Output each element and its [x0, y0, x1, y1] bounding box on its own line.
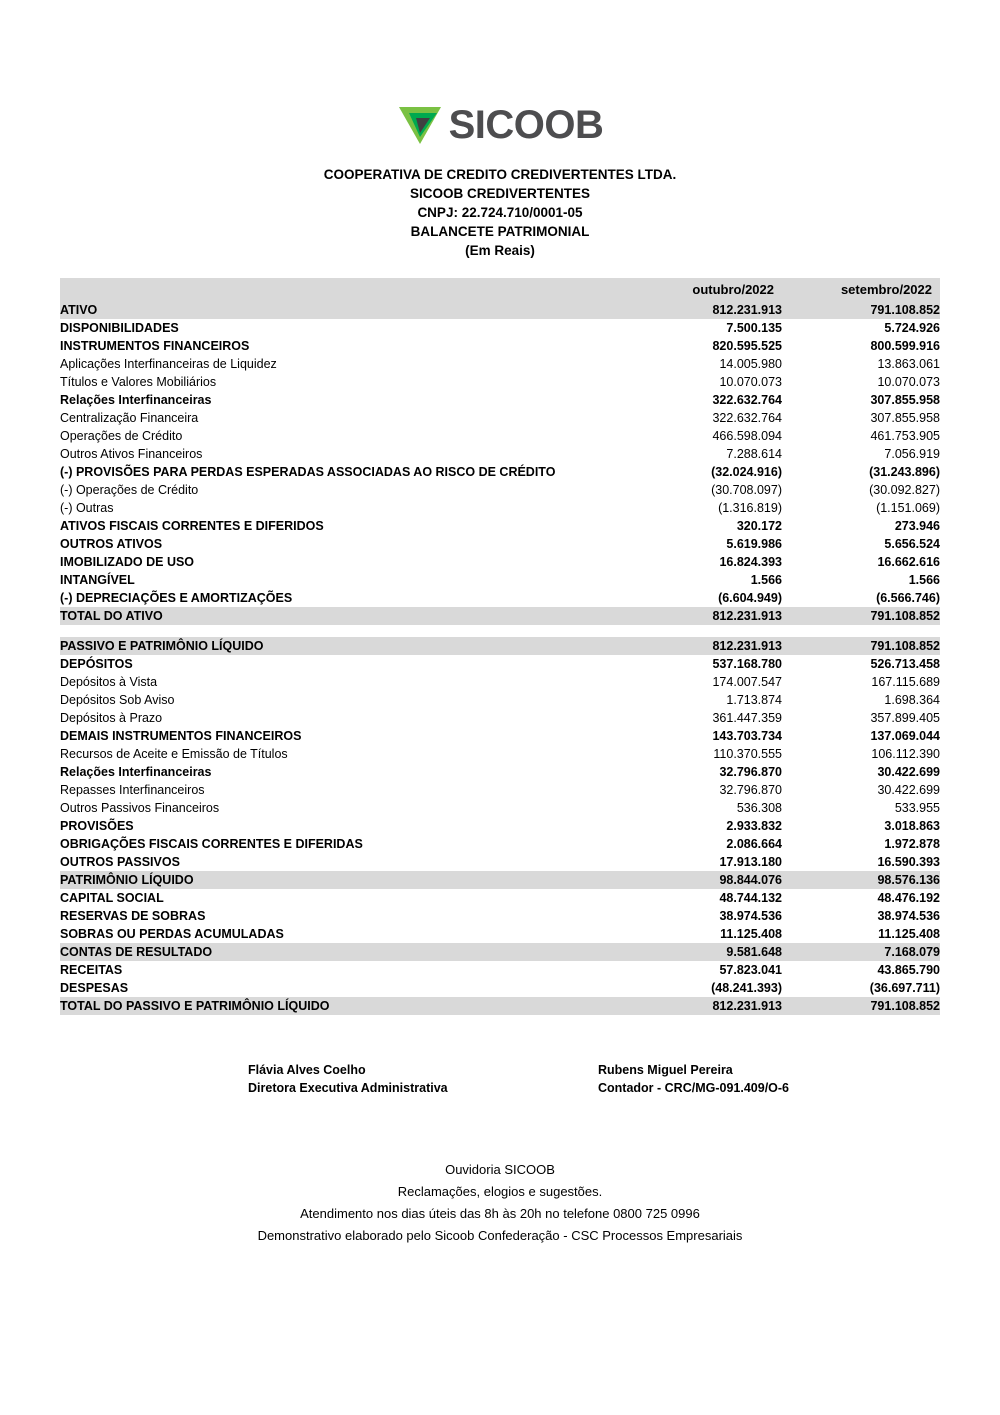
row-value-period2: 3.018.863	[884, 819, 940, 833]
row-label: TOTAL DO PASSIVO E PATRIMÔNIO LÍQUIDO	[60, 997, 624, 1015]
footer-hours: Atendimento nos dias úteis das 8h às 20h no telefone 0800 725 0996	[300, 1206, 700, 1221]
row-label: Depósitos à Vista	[60, 675, 158, 689]
document-footer	[0, 1159, 1000, 1247]
table-row	[60, 589, 940, 607]
row-value-period2: 98.576.136	[782, 871, 940, 889]
row-value-period1: 5.619.986	[726, 537, 782, 551]
row-label: Recursos de Aceite e Emissão de Títulos	[60, 747, 288, 761]
row-value-period1: 537.168.780	[712, 657, 782, 671]
table-row	[60, 907, 940, 925]
row-value-period2: 10.070.073	[877, 375, 940, 389]
table-row	[60, 427, 940, 445]
table-row	[60, 781, 940, 799]
row-value-period2: 16.590.393	[877, 855, 940, 869]
row-value-period1: (30.708.097)	[711, 483, 782, 497]
row-value-period1: 812.231.913	[624, 301, 782, 319]
row-label: OUTROS ATIVOS	[60, 537, 163, 551]
row-label: Títulos e Valores Mobiliários	[60, 375, 217, 389]
balance-sheet-table	[60, 278, 940, 1015]
row-value-period2: 5.724.926	[884, 321, 940, 335]
table-row	[60, 745, 940, 763]
logo-area	[0, 0, 1000, 155]
row-value-period2: 461.753.905	[870, 429, 940, 443]
table-spacer-row	[60, 625, 940, 637]
row-value-period2: 43.865.790	[877, 963, 940, 977]
row-label: DEPÓSITOS	[60, 657, 133, 671]
company-brand: SICOOB CREDIVERTENTES	[409, 186, 591, 201]
row-label: OBRIGAÇÕES FISCAIS CORRENTES E DIFERIDAS	[60, 837, 363, 851]
table-row	[60, 889, 940, 907]
row-label: (-) DEPRECIAÇÕES E AMORTIZAÇÕES	[60, 591, 293, 605]
row-value-period1: 466.598.094	[712, 429, 782, 443]
row-value-period1: 2.933.832	[726, 819, 782, 833]
row-value-period1: 1.566	[750, 573, 782, 587]
row-value-period1: 16.824.393	[719, 555, 782, 569]
table-row	[60, 553, 940, 571]
row-value-period2: 791.108.852	[782, 637, 940, 655]
row-label: SOBRAS OU PERDAS ACUMULADAS	[60, 927, 284, 941]
row-label: (-) Operações de Crédito	[60, 483, 199, 497]
row-value-period1: 57.823.041	[719, 963, 782, 977]
table-row	[60, 763, 940, 781]
table-row	[60, 517, 940, 535]
company-cnpj: CNPJ: 22.724.710/0001-05	[417, 205, 583, 220]
table-row	[60, 571, 940, 589]
row-value-period1: 10.070.073	[719, 375, 782, 389]
table-row	[60, 979, 940, 997]
table-row	[60, 961, 940, 979]
table-row	[60, 835, 940, 853]
row-label: INSTRUMENTOS FINANCEIROS	[60, 339, 250, 353]
row-value-period2: (36.697.711)	[869, 981, 940, 995]
row-value-period1: 2.086.664	[726, 837, 782, 851]
company-name: COOPERATIVA DE CREDITO CREDIVERTENTES LTDA.	[323, 167, 677, 182]
row-label: Outros Passivos Financeiros	[60, 801, 220, 815]
row-label: RECEITAS	[60, 963, 123, 977]
row-value-period1: 9.581.648	[624, 943, 782, 961]
spacer-cell	[60, 625, 940, 637]
document-header	[0, 165, 1000, 260]
row-label: Centralização Financeira	[60, 411, 199, 425]
row-value-period1: 812.231.913	[624, 607, 782, 625]
table-row	[60, 655, 940, 673]
row-label: Depósitos à Prazo	[60, 711, 163, 725]
row-value-period2: (30.092.827)	[869, 483, 940, 497]
row-label: PATRIMÔNIO LÍQUIDO	[60, 871, 624, 889]
row-value-period1: 32.796.870	[719, 783, 782, 797]
row-value-period2: 1.566	[908, 573, 940, 587]
row-label: (-) PROVISÕES PARA PERDAS ESPERADAS ASSOCIADAS AO RISCO DE CRÉDITO	[60, 465, 556, 479]
row-value-period2: 30.422.699	[877, 783, 940, 797]
table-row	[60, 673, 940, 691]
table-row	[60, 997, 940, 1015]
row-value-period2: 791.108.852	[782, 301, 940, 319]
signatory-name-1: Flávia Alves Coelho	[248, 1063, 366, 1077]
signatory-role-2: Contador - CRC/MG-091.409/O-6	[598, 1081, 790, 1095]
row-value-period1: 14.005.980	[719, 357, 782, 371]
row-label: Aplicações Interfinanceiras de Liquidez	[60, 357, 277, 371]
table-row	[60, 301, 940, 319]
balance-sheet-table-wrap	[60, 278, 940, 1015]
row-value-period2: 1.972.878	[884, 837, 940, 851]
row-value-period1: 7.500.135	[726, 321, 782, 335]
row-label: DESPESAS	[60, 981, 129, 995]
row-label: OUTROS PASSIVOS	[60, 855, 180, 869]
row-value-period1: (6.604.949)	[718, 591, 782, 605]
table-row	[60, 817, 940, 835]
row-value-period2: 16.662.616	[877, 555, 940, 569]
row-label: DEMAIS INSTRUMENTOS FINANCEIROS	[60, 729, 302, 743]
row-value-period1: 812.231.913	[624, 997, 782, 1015]
table-row	[60, 943, 940, 961]
row-value-period1: 361.447.359	[712, 711, 782, 725]
footer-ombudsman: Ouvidoria SICOOB	[445, 1162, 555, 1177]
row-value-period2: 307.855.958	[870, 411, 940, 425]
row-value-period1: 812.231.913	[624, 637, 782, 655]
row-value-period2: 106.112.390	[871, 747, 940, 761]
row-label: Relações Interfinanceiras	[60, 765, 212, 779]
table-row	[60, 337, 940, 355]
row-value-period2: (6.566.746)	[876, 591, 940, 605]
row-label: Outros Ativos Financeiros	[60, 447, 203, 461]
row-value-period2: 11.125.408	[878, 927, 940, 941]
row-value-period1: 110.370.555	[713, 747, 782, 761]
row-label: DISPONIBILIDADES	[60, 321, 179, 335]
column-header-label	[60, 278, 624, 301]
row-label: INTANGÍVEL	[60, 573, 135, 587]
sicoob-mark-icon	[397, 104, 443, 146]
row-value-period2: 13.863.061	[877, 357, 940, 371]
footer-claims: Reclamações, elogios e sugestões.	[397, 1184, 603, 1199]
table-row	[60, 499, 940, 517]
row-label: RESERVAS DE SOBRAS	[60, 909, 206, 923]
row-value-period1: 1.713.874	[726, 693, 782, 707]
row-value-period1: 174.007.547	[712, 675, 782, 689]
currency-note: (Em Reais)	[465, 243, 535, 258]
row-label: PASSIVO E PATRIMÔNIO LÍQUIDO	[60, 637, 624, 655]
row-label: ATIVOS FISCAIS CORRENTES E DIFERIDOS	[60, 519, 324, 533]
row-value-period1: (1.316.819)	[718, 501, 782, 515]
row-value-period2: 800.599.916	[870, 339, 940, 353]
row-value-period2: 273.946	[894, 519, 940, 533]
row-value-period2: 7.056.919	[884, 447, 940, 461]
row-value-period1: 11.125.408	[720, 927, 782, 941]
row-value-period2: (31.243.896)	[869, 465, 940, 479]
signatory-role-1: Diretora Executiva Administrativa	[248, 1081, 448, 1095]
column-header-period2: setembro/2022	[782, 278, 940, 301]
row-value-period1: 536.308	[736, 801, 782, 815]
sicoob-logo	[397, 103, 604, 148]
row-value-period2: 167.115.689	[871, 675, 940, 689]
row-value-period1: 7.288.614	[726, 447, 782, 461]
row-value-period2: 357.899.405	[870, 711, 940, 725]
row-value-period2: 48.476.192	[877, 891, 940, 905]
signature-block-2	[598, 1061, 948, 1097]
row-label: Operações de Crédito	[60, 429, 183, 443]
row-value-period1: 322.632.764	[712, 411, 782, 425]
row-value-period2: (1.151.069)	[876, 501, 940, 515]
table-row	[60, 481, 940, 499]
row-value-period2: 307.855.958	[870, 393, 940, 407]
row-label: Relações Interfinanceiras	[60, 393, 212, 407]
table-row	[60, 853, 940, 871]
row-value-period1: 48.744.132	[719, 891, 782, 905]
table-row	[60, 319, 940, 337]
row-value-period2: 791.108.852	[782, 607, 940, 625]
signatory-name-2: Rubens Miguel Pereira	[598, 1063, 733, 1077]
document-title: BALANCETE PATRIMONIAL	[410, 224, 590, 239]
row-value-period1: 17.913.180	[719, 855, 782, 869]
table-row	[60, 391, 940, 409]
row-value-period1: 98.844.076	[624, 871, 782, 889]
signature-block-1	[248, 1061, 598, 1097]
row-label: Depósitos Sob Aviso	[60, 693, 175, 707]
table-row	[60, 535, 940, 553]
row-value-period2: 5.656.524	[884, 537, 940, 551]
signature-area	[0, 1061, 1000, 1097]
row-value-period2: 526.713.458	[870, 657, 940, 671]
row-value-period2: 7.168.079	[782, 943, 940, 961]
row-label: TOTAL DO ATIVO	[60, 607, 624, 625]
row-value-period2: 137.069.044	[870, 729, 940, 743]
table-row	[60, 373, 940, 391]
table-row	[60, 637, 940, 655]
row-value-period1: 820.595.525	[712, 339, 782, 353]
table-row	[60, 871, 940, 889]
row-label: IMOBILIZADO DE USO	[60, 555, 195, 569]
table-row	[60, 445, 940, 463]
row-value-period1: 143.703.734	[712, 729, 782, 743]
row-value-period2: 1.698.364	[884, 693, 940, 707]
row-label: CAPITAL SOCIAL	[60, 891, 164, 905]
footer-source: Demonstrativo elaborado pelo Sicoob Confederação - CSC Processos Empresariais	[257, 1228, 743, 1243]
row-value-period2: 38.974.536	[877, 909, 940, 923]
row-value-period1: 38.974.536	[719, 909, 782, 923]
row-label: CONTAS DE RESULTADO	[60, 943, 624, 961]
table-row	[60, 463, 940, 481]
table-header-row	[60, 278, 940, 301]
row-value-period1: 32.796.870	[719, 765, 782, 779]
column-header-period1: outubro/2022	[624, 278, 782, 301]
row-label: (-) Outras	[60, 501, 114, 515]
row-value-period1: 322.632.764	[712, 393, 782, 407]
row-value-period2: 30.422.699	[877, 765, 940, 779]
row-label: Repasses Interfinanceiros	[60, 783, 205, 797]
table-row	[60, 727, 940, 745]
row-value-period2: 533.955	[894, 801, 940, 815]
table-row	[60, 607, 940, 625]
table-row	[60, 409, 940, 427]
table-row	[60, 925, 940, 943]
logo-wordmark: SICOOB	[448, 102, 604, 147]
table-row	[60, 691, 940, 709]
row-value-period2: 791.108.852	[782, 997, 940, 1015]
table-row	[60, 355, 940, 373]
row-value-period1: 320.172	[736, 519, 782, 533]
table-body	[60, 278, 940, 1015]
row-value-period1: (48.241.393)	[711, 981, 782, 995]
row-label: ATIVO	[60, 301, 624, 319]
table-row	[60, 799, 940, 817]
row-value-period1: (32.024.916)	[711, 465, 782, 479]
row-label: PROVISÕES	[60, 819, 134, 833]
table-row	[60, 709, 940, 727]
